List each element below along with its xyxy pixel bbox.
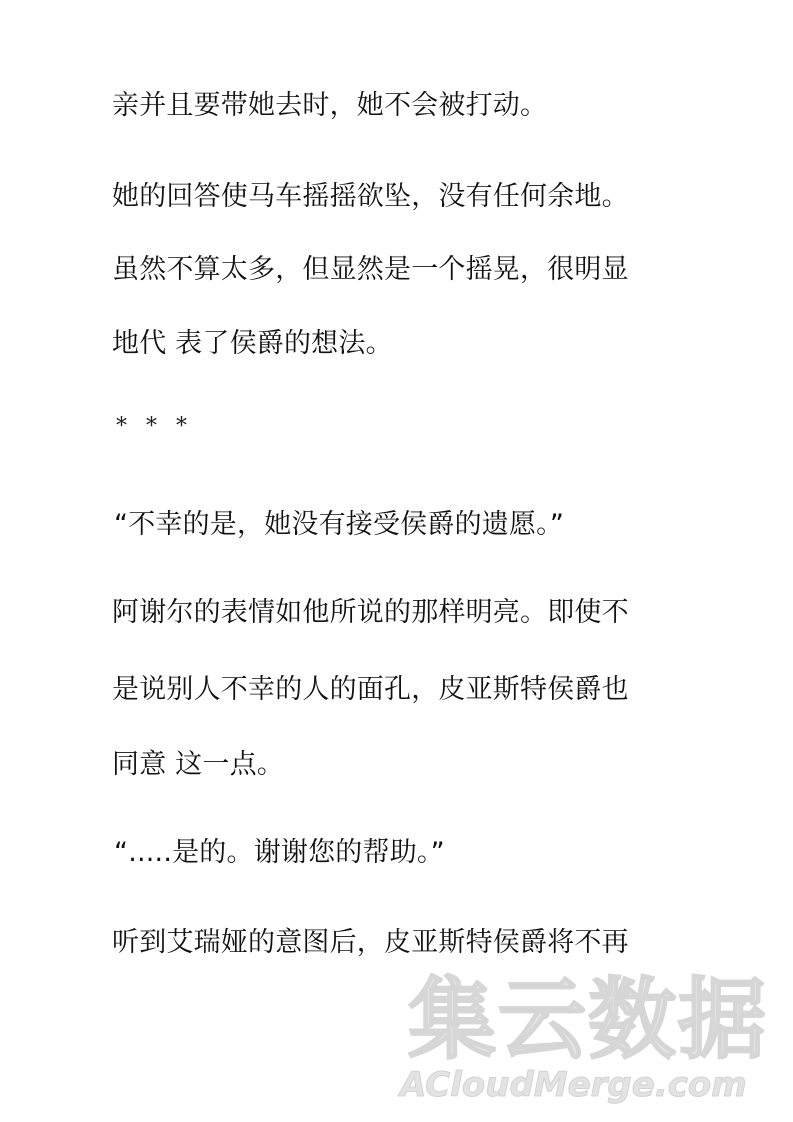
text-line: 是说别人不幸的人的面孔，皮亚斯特侯爵也 [112,674,629,705]
text-line: “不幸的是，她没有接受侯爵的遗愿。” [114,509,565,540]
text-line: 她的回答使马车摇摇欲坠，没有任何余地。 [112,181,629,212]
text-line: 听到艾瑞娅的意图后，皮亚斯特侯爵将不再 [112,927,629,958]
section-separator: * * * [116,414,193,439]
text-line: 阿谢尔的表情如他所说的那样明亮。即使不 [112,597,629,628]
watermark [400,968,785,1115]
watermark-chinese: 集云数据 [408,968,769,1071]
text-line: 同意 这一点。 [112,749,284,780]
watermark-english: ACloudMerge.com [400,1065,747,1105]
text-line: “.....是的。谢谢您的帮助。” [114,837,445,868]
text-line: 地代 表了侯爵的想法。 [112,328,393,359]
text-line: 亲并且要带她去时，她不会被打动。 [112,90,548,121]
text-line: 虽然不算太多，但显然是一个摇晃，很明显 [112,254,629,285]
